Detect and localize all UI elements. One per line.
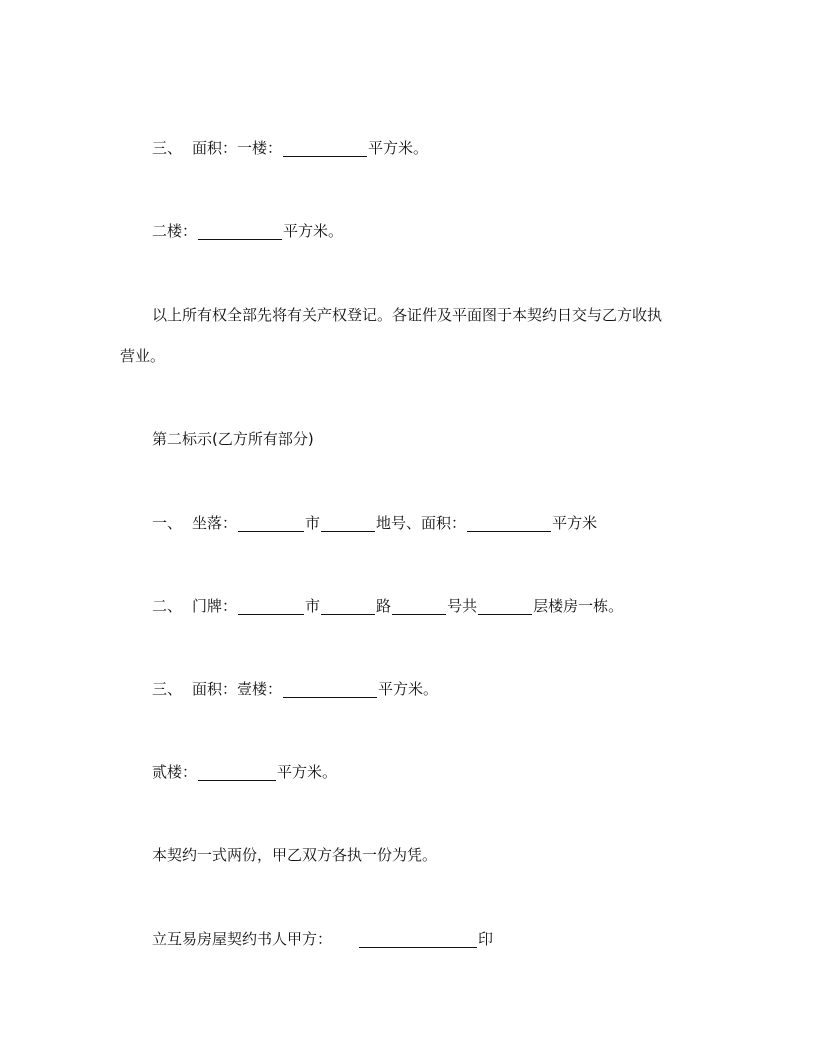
blank-field[interactable] (321, 515, 375, 532)
copies-text: 本契约一式两份，甲乙双方各执一份为凭。 (152, 846, 438, 864)
paragraph-text: 营业。 (120, 347, 166, 365)
item-number: 三、 (152, 139, 183, 157)
blank-field[interactable] (321, 598, 375, 615)
blank-field[interactable] (198, 223, 282, 240)
road-label: 路 (376, 597, 392, 615)
blank-field[interactable] (392, 598, 446, 615)
paragraph-line-1 (152, 306, 662, 324)
signature-field[interactable] (359, 931, 477, 948)
seal-label: 印 (478, 930, 494, 948)
party-a-label: 立互易房屋契约书人甲方： (152, 930, 333, 948)
paragraph-text: 以上所有权全部先将有关产权登记。各证件及平面图于本契约日交与乙方收执 (152, 306, 663, 324)
area-line-4 (152, 763, 337, 781)
paragraph-line-2 (120, 347, 165, 365)
address-line (152, 597, 623, 615)
area-line-1 (152, 139, 428, 157)
area-label: 面积：壹楼： (192, 680, 283, 698)
item-number: 二、 (152, 597, 183, 615)
blank-field[interactable] (238, 515, 304, 532)
blank-field[interactable] (478, 598, 532, 615)
location-line (152, 514, 597, 532)
floor-label: 贰楼： (152, 763, 198, 781)
lot-area-label: 地号、面积： (376, 514, 467, 532)
blank-field[interactable] (238, 598, 304, 615)
city-label: 市 (305, 597, 321, 615)
section-title: 第二标示(乙方所有部分) (152, 430, 314, 448)
unit-label: 平方米。 (277, 763, 338, 781)
unit-label: 平方米。 (378, 680, 439, 698)
floor-label: 二楼： (152, 222, 198, 240)
unit-label: 平方米。 (368, 139, 429, 157)
number-label: 号共 (447, 597, 478, 615)
unit-label: 平方米。 (283, 222, 344, 240)
blank-field[interactable] (283, 681, 377, 698)
location-label: 坐落： (192, 514, 238, 532)
area-line-2 (152, 222, 343, 240)
blank-field[interactable] (467, 515, 551, 532)
section-heading (152, 430, 314, 448)
floors-label: 层楼房一栋。 (533, 597, 624, 615)
item-number: 一、 (152, 514, 183, 532)
area-line-3 (152, 680, 438, 698)
unit-label: 平方米 (552, 514, 598, 532)
copies-line (152, 846, 437, 864)
item-number: 三、 (152, 680, 183, 698)
doorplate-label: 门牌： (192, 597, 238, 615)
signature-line (152, 930, 493, 948)
city-label: 市 (305, 514, 321, 532)
blank-field[interactable] (283, 140, 367, 157)
area-label: 面积：一楼： (192, 139, 283, 157)
blank-field[interactable] (198, 764, 276, 781)
